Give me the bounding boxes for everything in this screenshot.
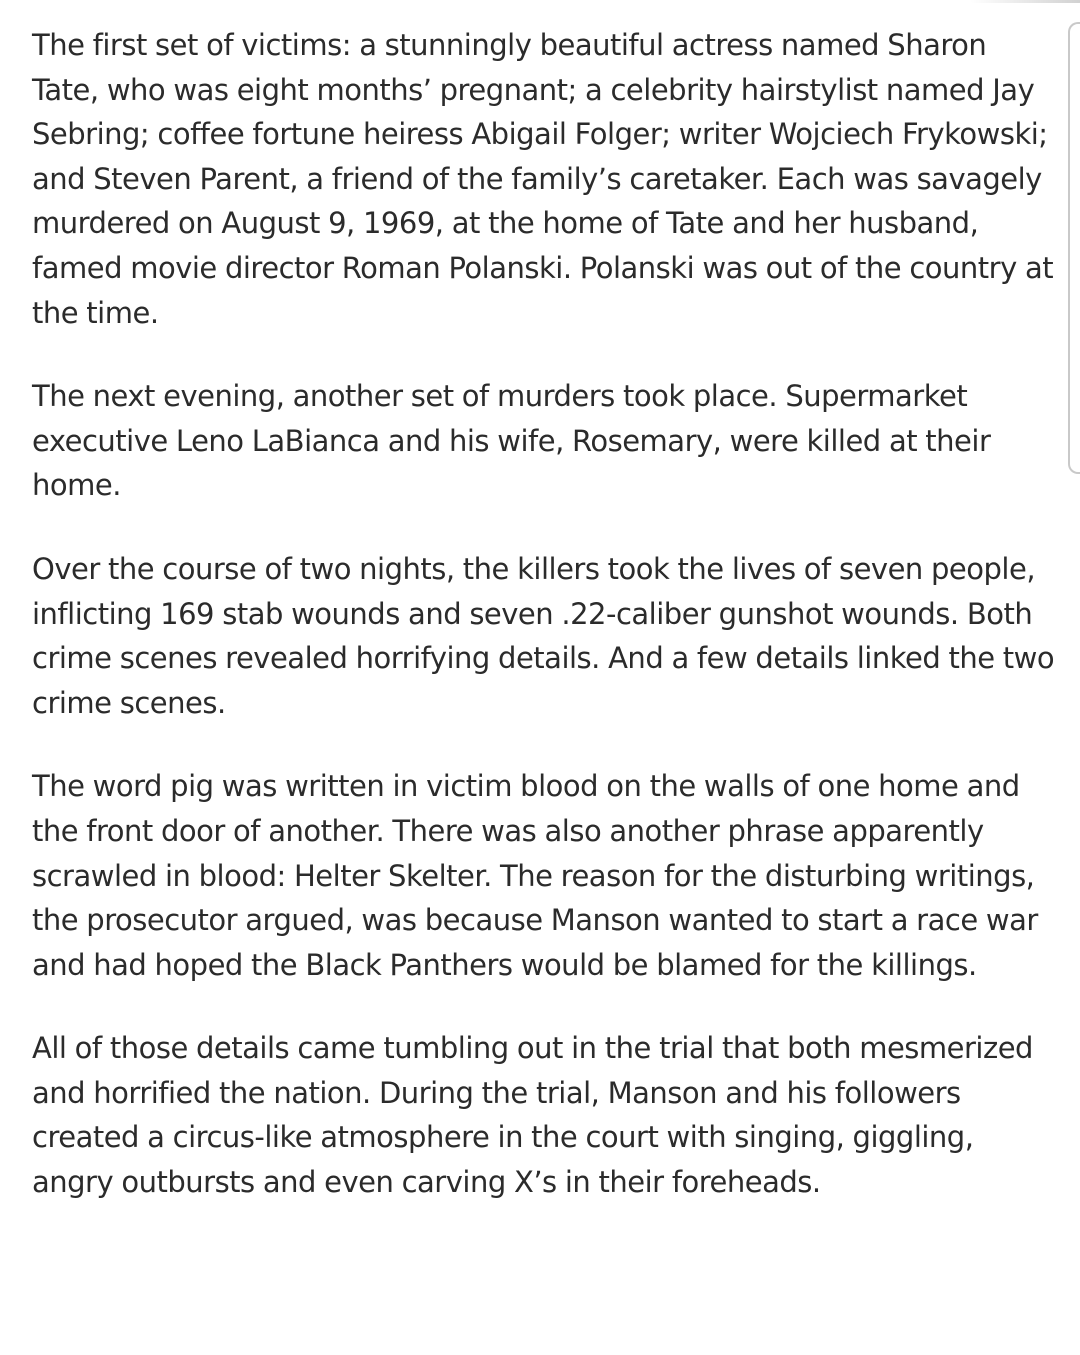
- article-body: [32, 23, 1057, 1244]
- top-edge-shadow: [970, 0, 1080, 3]
- paragraph-next-evening: The next evening, another set of murders took place. Supermarket executive Leno LaBianca and his wife, Rosemary, were killed at their home.: [32, 379, 991, 503]
- paragraph-two-nights: Over the course of two nights, the killers took the lives of seven people, inflicting 169 stab wounds and seven .22-caliber gunshot wounds. Both crime scenes revealed horrifying details. And a few details linked the two crime scenes.: [32, 551, 1055, 720]
- scroll-handle[interactable]: [1068, 22, 1080, 474]
- paragraph-victims: The first set of victims: a stunningly beautiful actress named Sharon Tate, who was eight months’ pregnant; a celebrity hairstylist named Jay Sebring; coffee fortune heiress Abigail Folger; writer Wojciech Frykowski; and Steven Parent, a friend of the family’s caretaker. Each was savagely murdered on August 9, 1969, at the home of Tate and her husband, famed movie director Roman Polanski. Polanski was out of the country at the time.: [32, 28, 1054, 330]
- paragraph-trial: All of those details came tumbling out in the trial that both mesmerized and horrified the nation. During the trial, Manson and his followers created a circus-like atmosphere in the court with singing, giggling, angry outbursts and even carving X’s in their foreheads.: [32, 1031, 1033, 1200]
- paragraph-blood-writings: The word pig was written in victim blood on the walls of one home and the front door of another. There was also another phrase apparently scrawled in blood: Helter Skelter. The reason for the disturbing writings, the prosecutor argued, was because Manson wanted to start a race war and had hoped the Black Panthers would be blamed for the killings.: [32, 769, 1038, 982]
